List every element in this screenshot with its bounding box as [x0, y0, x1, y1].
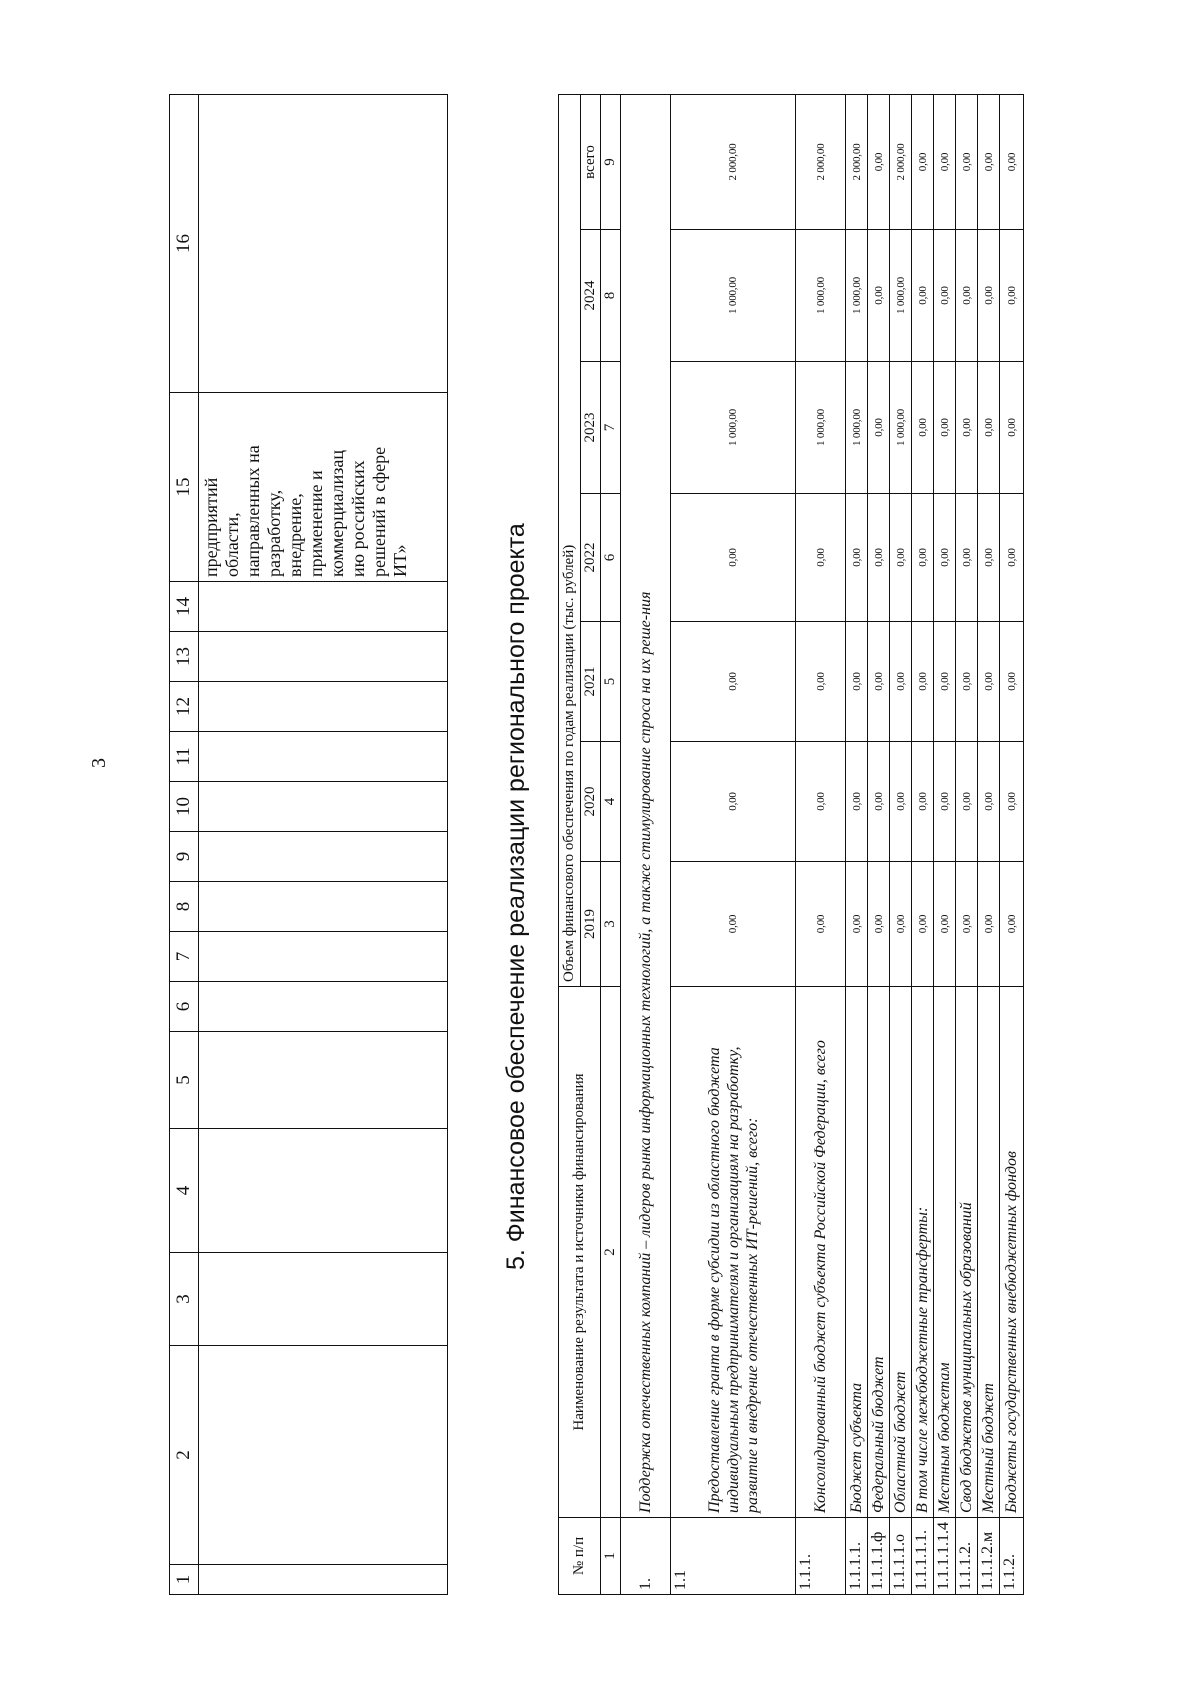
amount-cell: 0,00: [934, 862, 956, 987]
year-header: 2020: [581, 742, 601, 862]
amount-cell: 1 000,00: [890, 362, 912, 494]
amount-cell: 0,00: [956, 862, 978, 987]
amount-cell: 1 000,00: [846, 362, 868, 494]
amount-cell: 0,00: [912, 494, 934, 622]
amount-cell: 0,00: [868, 230, 890, 362]
result-description-line: применение и: [306, 470, 326, 577]
row-name: Местный бюджет: [978, 987, 1000, 1518]
amount-cell: 0,00: [934, 362, 956, 494]
year-header: 2021: [581, 622, 601, 742]
financing-table: [558, 94, 1024, 1595]
column-index: 1: [601, 1518, 621, 1595]
amount-cell: 0,00: [846, 622, 868, 742]
row-number: 1.1.1.: [796, 1518, 846, 1595]
amount-cell: 0,00: [868, 862, 890, 987]
amount-cell: 2 000,00: [796, 95, 846, 230]
amount-cell: 1 000,00: [671, 362, 796, 494]
amount-cell: 0,00: [912, 622, 934, 742]
row-name: Предоставление гранта в форме субсидии из областного бюджета индивидуальным предпринимателям и организациям на разработку, развитие и внедрение отечественных ИТ-решений, всего:: [671, 987, 796, 1518]
amount-cell: 0,00: [1000, 362, 1024, 494]
row-number: 1.1: [671, 1518, 796, 1595]
column-number: 8: [170, 882, 199, 932]
column-number: 3: [170, 1253, 199, 1346]
row-number: 1.1.2.: [1000, 1518, 1024, 1595]
column-number-row: [170, 95, 199, 1595]
amount-cell: 0,00: [978, 230, 1000, 362]
cell: [199, 582, 448, 632]
amount-cell: 0,00: [671, 622, 796, 742]
amount-cell: 0,00: [912, 95, 934, 230]
task-text: Поддержка отечественных компаний – лидеров рынка информационных технологий, а также стимулирование спроса на их реше-ния: [621, 95, 671, 1518]
row-number: 1.1.1.2.: [956, 1518, 978, 1595]
amount-cell: 0,00: [1000, 742, 1024, 862]
year-header: 2022: [581, 494, 601, 622]
header-name: Наименование результата и источники финансирования: [559, 987, 601, 1518]
column-number: 6: [170, 982, 199, 1032]
task-row: [621, 95, 671, 1595]
amount-cell: 0,00: [890, 622, 912, 742]
result-description-line: ИТ»: [390, 544, 410, 577]
cell: [199, 882, 448, 932]
header-row: [559, 95, 581, 1595]
column-index: 3: [601, 862, 621, 987]
amount-cell: 0,00: [1000, 862, 1024, 987]
amount-cell: 0,00: [868, 742, 890, 862]
amount-cell: 0,00: [912, 230, 934, 362]
column-number: 14: [170, 582, 199, 632]
cell: [199, 732, 448, 782]
amount-cell: 1 000,00: [796, 230, 846, 362]
amount-cell: 0,00: [912, 742, 934, 862]
amount-cell: 0,00: [796, 622, 846, 742]
result-description-line: области,: [222, 512, 242, 577]
amount-cell: 0,00: [978, 862, 1000, 987]
amount-cell: 0,00: [1000, 230, 1024, 362]
cell: [199, 632, 448, 682]
result-description-line: разработку,: [264, 489, 284, 577]
column-number: 5: [170, 1032, 199, 1129]
year-header: 2019: [581, 862, 601, 987]
amount-cell: 0,00: [1000, 95, 1024, 230]
amount-cell: 0,00: [912, 362, 934, 494]
column-index: 7: [601, 362, 621, 494]
table-row: [796, 95, 846, 1595]
cell: [199, 782, 448, 832]
column-number: 1: [170, 1565, 199, 1595]
amount-cell: 1 000,00: [796, 362, 846, 494]
row-number: 1.1.1.1.1.4: [934, 1518, 956, 1595]
table-row: [1000, 95, 1024, 1595]
amount-cell: 0,00: [868, 622, 890, 742]
amount-cell: 0,00: [671, 862, 796, 987]
table-row: [934, 95, 956, 1595]
amount-cell: 0,00: [934, 494, 956, 622]
cell: [199, 1129, 448, 1253]
column-number: 9: [170, 832, 199, 882]
result-description-line: ию российских: [348, 460, 368, 577]
amount-cell: 0,00: [890, 742, 912, 862]
amount-cell: 1 000,00: [846, 230, 868, 362]
result-description-line: коммерциализац: [327, 449, 347, 577]
year-header: всего: [581, 95, 601, 230]
amount-cell: 0,00: [978, 362, 1000, 494]
column-number: 16: [170, 95, 199, 393]
header-number: № п/п: [559, 1518, 601, 1595]
cell: [199, 1032, 448, 1129]
amount-cell: 0,00: [671, 742, 796, 862]
column-number: 12: [170, 682, 199, 732]
table-row: [199, 95, 448, 1595]
amount-cell: 0,00: [934, 230, 956, 362]
row-number: 1.1.1.2.м: [978, 1518, 1000, 1595]
table-row: [890, 95, 912, 1595]
amount-cell: 0,00: [1000, 494, 1024, 622]
amount-cell: 0,00: [868, 362, 890, 494]
amount-cell: 0,00: [890, 494, 912, 622]
result-description-line: направленных на: [243, 445, 263, 577]
row-name: Свод бюджетов муниципальных образований: [956, 987, 978, 1518]
table-row: [671, 95, 796, 1595]
amount-cell: 0,00: [956, 230, 978, 362]
amount-cell: 0,00: [956, 494, 978, 622]
row-number: 1.1.1.1.: [846, 1518, 868, 1595]
row-name: Бюджет субъекта: [846, 987, 868, 1518]
amount-cell: 0,00: [846, 742, 868, 862]
page-number: 3: [88, 758, 110, 768]
year-header: 2023: [581, 362, 601, 494]
amount-cell: 0,00: [978, 622, 1000, 742]
amount-cell: 1 000,00: [890, 230, 912, 362]
table-row: [868, 95, 890, 1595]
amount-cell: 0,00: [796, 494, 846, 622]
amount-cell: 0,00: [956, 622, 978, 742]
table-row: [912, 95, 934, 1595]
table-row: [978, 95, 1000, 1595]
row-name: Консолидированный бюджет субъекта Российской Федерации, всего: [796, 987, 846, 1518]
cell: [199, 982, 448, 1032]
column-number: 4: [170, 1129, 199, 1253]
table-row: [846, 95, 868, 1595]
amount-cell: 0,00: [671, 494, 796, 622]
cell: [199, 832, 448, 882]
amount-cell: 2 000,00: [890, 95, 912, 230]
column-number: 10: [170, 782, 199, 832]
result-description-line: решений в сфере: [369, 446, 389, 577]
amount-cell: 0,00: [956, 95, 978, 230]
section-title: 5. Финансовое обеспечение реализации регионального проекта: [502, 523, 530, 1270]
amount-cell: 0,00: [978, 494, 1000, 622]
row-name: Федеральный бюджет: [868, 987, 890, 1518]
row-number: 1.1.1.1.о: [890, 1518, 912, 1595]
amount-cell: 0,00: [868, 95, 890, 230]
cell: [199, 682, 448, 732]
cell: [199, 1346, 448, 1565]
amount-cell: 0,00: [912, 862, 934, 987]
amount-cell: 0,00: [934, 95, 956, 230]
amount-cell: 0,00: [796, 862, 846, 987]
result-description-line: предприятий: [201, 477, 221, 577]
year-header: 2024: [581, 230, 601, 362]
column-number: 15: [170, 393, 199, 582]
amount-cell: 0,00: [890, 862, 912, 987]
amount-cell: 0,00: [868, 494, 890, 622]
column-index: 2: [601, 987, 621, 1518]
continuation-table: [169, 94, 448, 1595]
amount-cell: 1 000,00: [671, 230, 796, 362]
result-description-line: внедрение,: [285, 493, 305, 577]
row-name: В том числе межбюджетные трансферты:: [912, 987, 934, 1518]
column-number: 11: [170, 732, 199, 782]
task-number: 1.: [621, 1518, 671, 1595]
amount-cell: 0,00: [956, 742, 978, 862]
table-row: [956, 95, 978, 1595]
amount-cell: 0,00: [934, 742, 956, 862]
column-number: 13: [170, 632, 199, 682]
cell: [199, 932, 448, 982]
header-volume: Объем финансового обеспечения по годам реализации (тыс. рублей): [559, 95, 581, 987]
column-index: 5: [601, 622, 621, 742]
cell: [199, 95, 448, 393]
row-name: Местным бюджетам: [934, 987, 956, 1518]
column-index: 6: [601, 494, 621, 622]
amount-cell: 0,00: [846, 494, 868, 622]
amount-cell: 0,00: [978, 742, 1000, 862]
amount-cell: 0,00: [978, 95, 1000, 230]
amount-cell: 2 000,00: [846, 95, 868, 230]
column-number: 7: [170, 932, 199, 982]
amount-cell: 0,00: [934, 622, 956, 742]
column-index: 4: [601, 742, 621, 862]
row-name: Областной бюджет: [890, 987, 912, 1518]
cell: [199, 1565, 448, 1595]
amount-cell: 2 000,00: [671, 95, 796, 230]
result-description-cell: [199, 393, 448, 582]
amount-cell: 0,00: [1000, 622, 1024, 742]
row-number: 1.1.1.1.ф: [868, 1518, 890, 1595]
amount-cell: 0,00: [846, 862, 868, 987]
column-index: 9: [601, 95, 621, 230]
row-name: Бюджеты государственных внебюджетных фондов: [1000, 987, 1024, 1518]
amount-cell: 0,00: [956, 362, 978, 494]
cell: [199, 1253, 448, 1346]
amount-cell: 0,00: [796, 742, 846, 862]
row-number: 1.1.1.1.1.: [912, 1518, 934, 1595]
column-index: 8: [601, 230, 621, 362]
column-number: 2: [170, 1346, 199, 1565]
rotated-page-content: [30, 60, 1180, 1660]
column-number-row: [601, 95, 621, 1595]
